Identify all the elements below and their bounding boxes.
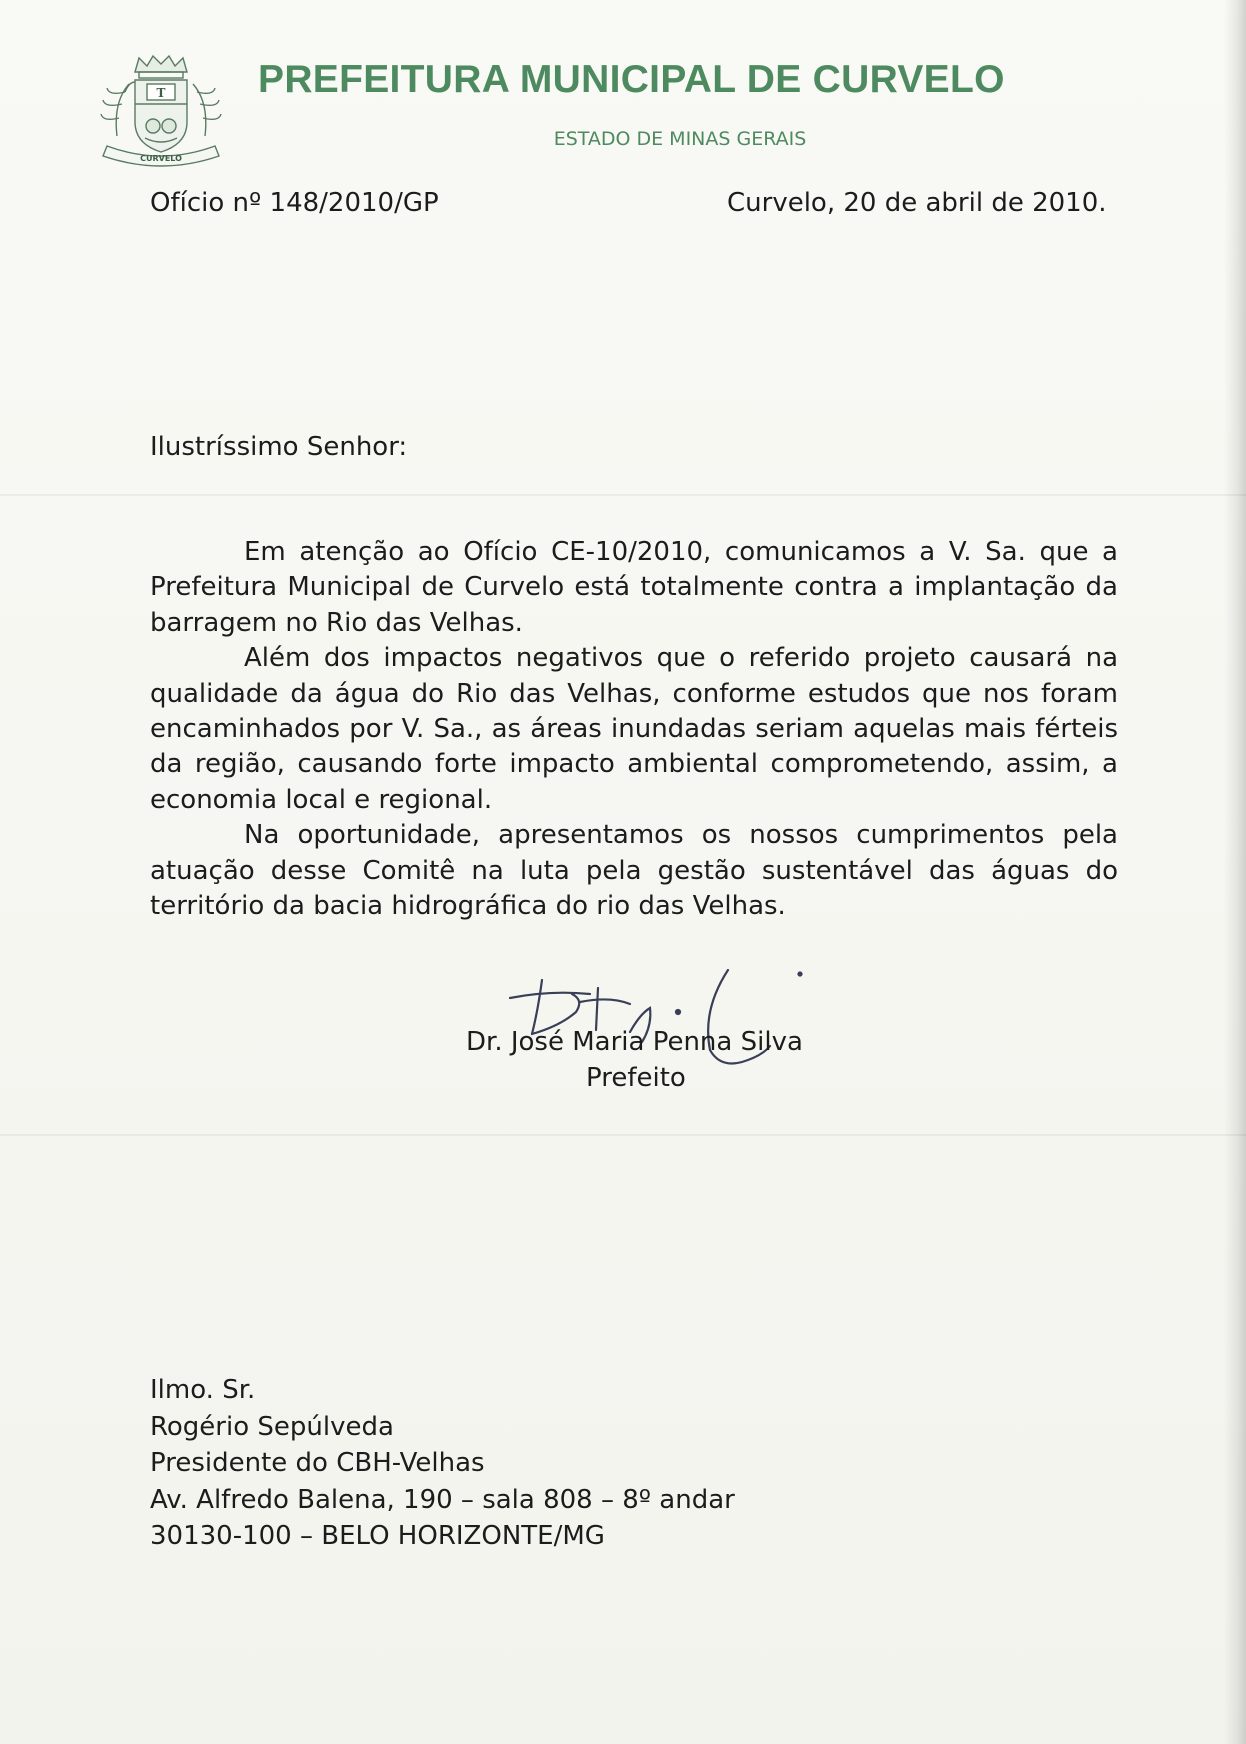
paper-edge-shadow <box>1224 0 1246 1744</box>
paper-fold-line <box>0 1134 1246 1136</box>
letter-salutation: Ilustríssimo Senhor: <box>150 432 408 462</box>
handwritten-signature-icon <box>480 950 820 1080</box>
recipient-line: Rogério Sepúlveda <box>150 1411 394 1442</box>
letterhead-title: PREFEITURA MUNICIPAL DE CURVELO <box>258 58 1005 101</box>
signer-name: Dr. José Maria Penna Silva <box>466 1027 803 1057</box>
crest-ribbon-text: CURVELO <box>140 154 182 163</box>
letter-date: Curvelo, 20 de abril de 2010. <box>727 188 1107 218</box>
letter-paragraph: Além dos impactos negativos que o referido projeto causará na qualidade da água do Rio das Velhas, conforme estudos que nos foram encaminhados por V. Sa., as áreas inundadas seriam aquelas mais férteis da região, causando forte impacto ambiental comprometendo, assim, a economia local e regional. <box>150 643 1118 815</box>
letter-body <box>150 535 1118 924</box>
svg-text:T: T <box>156 86 166 100</box>
signer-role: Prefeito <box>586 1063 686 1093</box>
paper-fold-line <box>0 494 1246 496</box>
recipient-line: Ilmo. Sr. <box>150 1375 256 1405</box>
letter-reference-number: Ofício nº 148/2010/GP <box>150 188 439 218</box>
recipient-line: Presidente do CBH-Velhas <box>150 1448 485 1478</box>
letter-paragraph: Na oportunidade, apresentamos os nossos cumprimentos pela atuação desse Comitê na luta pela gestão sustentável das águas do território da bacia hidrográfica do rio das Velhas. <box>150 820 1118 922</box>
municipal-coat-of-arms-icon <box>95 52 227 174</box>
letterhead-subtitle: ESTADO DE MINAS GERAIS <box>553 128 807 150</box>
recipient-address-block <box>150 1372 735 1555</box>
recipient-line: 30130-100 – BELO HORIZONTE/MG <box>150 1521 605 1551</box>
recipient-line: Av. Alfredo Balena, 190 – sala 808 – 8º andar <box>150 1484 735 1515</box>
letter-paragraph: Em atenção ao Ofício CE-10/2010, comunicamos a V. Sa. que a Prefeitura Municipal de Curvelo está totalmente contra a implantação da barragem no Rio das Velhas. <box>150 537 1118 638</box>
